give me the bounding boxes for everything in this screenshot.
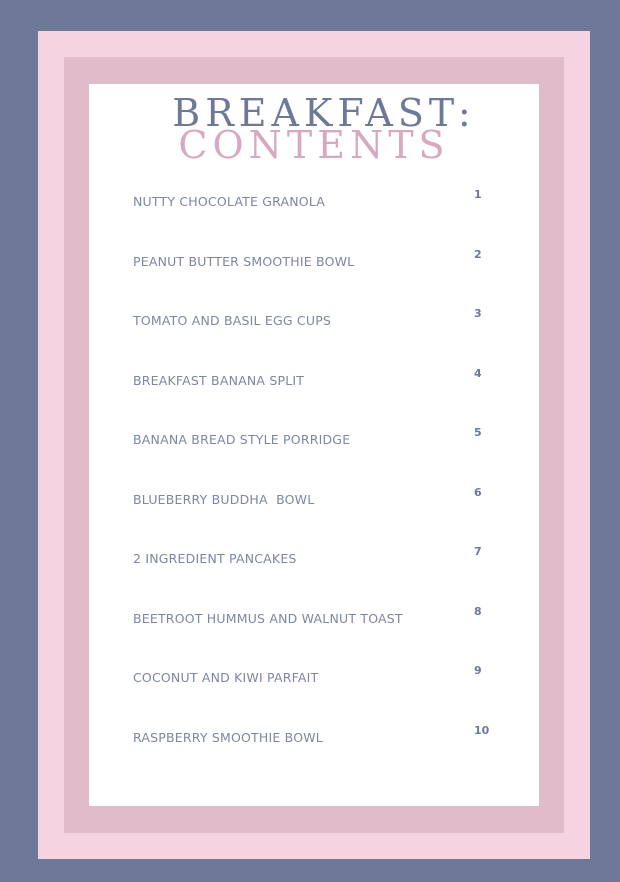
- toc-entry-page-number: 4: [474, 366, 482, 380]
- toc-entry-page-number: 1: [474, 188, 482, 201]
- toc-entry-title: BLUEBERRY BUDDHA BOWL: [133, 491, 315, 507]
- toc-entry[interactable]: [133, 248, 493, 308]
- toc-entry[interactable]: [133, 724, 493, 784]
- toc-entry-title: BANANA BREAD STYLE PORRIDGE: [133, 432, 351, 447]
- toc-entry-page-number: 7: [474, 545, 482, 558]
- toc-entry-page-number: 5: [474, 426, 482, 439]
- toc-entry[interactable]: [133, 188, 493, 248]
- toc-entry-title: RASPBERRY SMOOTHIE BOWL: [133, 729, 323, 745]
- toc-entry[interactable]: [133, 367, 493, 427]
- toc-entry-title: BREAKFAST BANANA SPLIT: [133, 372, 305, 388]
- toc-entry-page-number: 8: [474, 604, 482, 618]
- toc-entry-page-number: 3: [474, 307, 482, 320]
- toc-entry[interactable]: [133, 307, 493, 367]
- toc-entry-page-number: 2: [474, 247, 482, 261]
- toc-entry-page-number: 10: [474, 723, 490, 737]
- table-of-contents: [133, 188, 493, 783]
- toc-entry-title: 2 INGREDIENT PANCAKES: [133, 551, 297, 566]
- toc-entry-title: PEANUT BUTTER SMOOTHIE BOWL: [133, 253, 355, 269]
- toc-entry[interactable]: [133, 545, 493, 605]
- toc-entry-title: TOMATO AND BASIL EGG CUPS: [133, 313, 332, 328]
- toc-entry[interactable]: [133, 664, 493, 724]
- toc-entry-page-number: 9: [474, 664, 482, 677]
- page-title-contents: CONTENTS: [178, 123, 450, 167]
- page-title-breakfast: BREAKFAST:: [172, 91, 476, 135]
- toc-entry-title: BEETROOT HUMMUS AND WALNUT TOAST: [133, 610, 403, 626]
- toc-entry-page-number: 6: [474, 485, 482, 499]
- toc-entry[interactable]: [133, 605, 493, 665]
- contents-page: [89, 84, 539, 806]
- toc-entry-title: NUTTY CHOCOLATE GRANOLA: [133, 194, 326, 209]
- toc-entry[interactable]: [133, 486, 493, 546]
- toc-entry-title: COCONUT AND KIWI PARFAIT: [133, 670, 319, 685]
- toc-entry[interactable]: [133, 426, 493, 486]
